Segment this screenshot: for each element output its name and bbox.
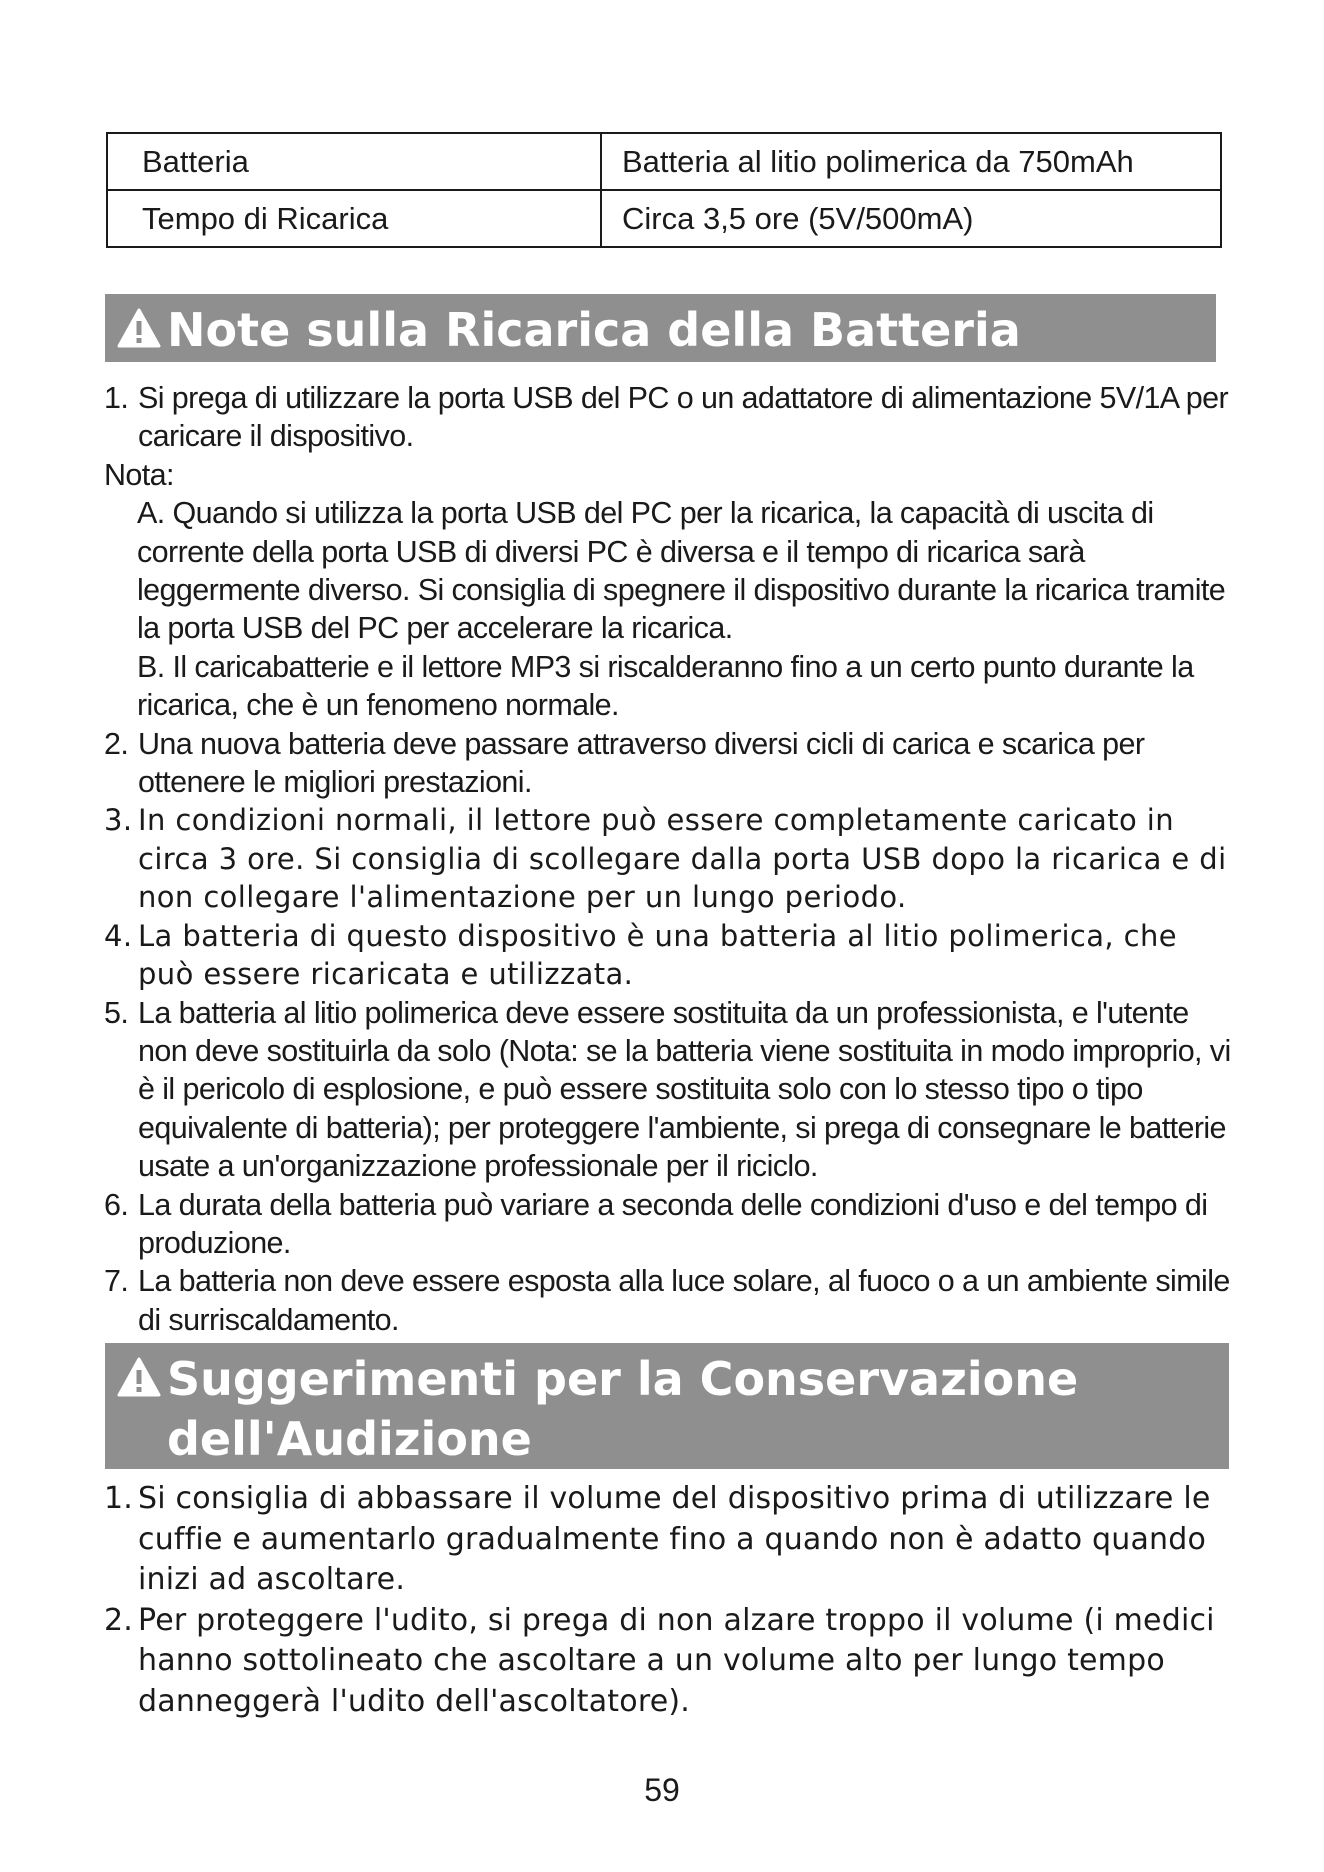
nota-label: Nota: [104,457,174,492]
table-row [107,190,1221,247]
warning-icon [117,308,161,348]
item-number: 4. [104,918,133,953]
spec-label: Batteria [107,133,601,190]
list-item [104,917,1234,994]
item-text: Per proteggere l'udito, si prega di non alzare troppo il volume (i medici hanno sottolineato che ascoltare a un volume alto per lungo tempo danneggerà l'udito dell'ascoltatore). [138,1602,1215,1719]
section-heading-hearing [105,1343,1229,1469]
spec-table [106,132,1222,248]
item-number: 2. [104,1602,134,1638]
item-text: La batteria non deve essere esposta alla luce solare, al fuoco o a un ambiente simile di surriscaldamento. [138,1264,1230,1337]
item-number: 7. [104,1264,129,1299]
page-number: 59 [644,1772,680,1808]
nota-b: B. Il caricabatterie e il lettore MP3 si riscalderanno fino a un certo punto durante la ricarica, che è un fenomeno normale. [137,649,1194,723]
item-text: La durata della batteria può variare a seconda delle condizioni d'uso e del tempo di produzione. [138,1187,1208,1260]
list-item [104,1262,1234,1339]
section-title: Suggerimenti per la Conservazione [167,1352,1079,1406]
warning-icon [117,1357,161,1397]
spec-label: Tempo di Ricarica [107,190,601,247]
item-number: 3. [104,803,133,838]
section-title-line2: dell'Audizione [167,1412,532,1466]
section-title: Note sulla Ricarica della Batteria [167,303,1021,357]
spec-value: Circa 3,5 ore (5V/500mA) [601,190,1221,247]
item-text: Si consiglia di abbassare il volume del dispositivo prima di utilizzare le cuffie e aumentarlo gradualmente fino a quando non è adatto quando inizi ad ascoltare. [138,1481,1211,1597]
item-text: La batteria al litio polimerica deve essere sostituita da un professionista, e l'utente non deve sostituirla da solo (Nota: se la batteria viene sostituita in modo improprio, vi è il pericolo di esplosione, e può essere sostituita solo con lo stesso tipo o tipo equivalente di batteria); per proteggere l'ambiente, si prega di consegnare le batterie usate a un'organizzazione professionale per il riciclo. [138,995,1231,1184]
item-number: 1. [104,1481,134,1516]
charging-notes [104,379,1234,1339]
item-text: In condizioni normali, il lettore può essere completamente caricato in circa 3 ore. Si consiglia di scollegare dalla porta USB dopo la ricarica e di non collegare l'alimentazione per un lungo periodo. [138,803,1227,915]
item-number: 5. [104,995,129,1030]
spec-value: Batteria al litio polimerica da 750mAh [601,133,1221,190]
section-heading-charging [105,294,1216,362]
item-text: Una nuova batteria deve passare attraverso diversi cicli di carica e scarica per ottenere le migliori prestazioni. [138,726,1145,800]
list-item [104,994,1234,1186]
item-number: 6. [104,1187,129,1222]
list-item [104,1186,1234,1263]
hearing-tips [104,1479,1234,1722]
list-item [104,801,1234,916]
item-number: 2. [104,726,129,761]
nota-a: A. Quando si utilizza la porta USB del PC per la ricarica, la capacità di uscita di corrente della porta USB di diversi PC è diversa e il tempo di ricarica sarà leggermente diverso. Si consiglia di spegnere il dispositivo durante la ricarica tramite la porta USB del PC per accelerare la ricarica. [137,496,1226,646]
list-item [104,1479,1234,1601]
item-text: La batteria di questo dispositivo è una batteria al litio polimerica, che può essere ricaricata e utilizzata. [138,918,1178,992]
list-item [104,1601,1234,1723]
table-row [107,133,1221,190]
list-item [104,379,1234,456]
item-text: Si prega di utilizzare la porta USB del PC o un adattatore di alimentazione 5V/1A per caricare il dispositivo. [138,381,1229,454]
list-item [104,725,1234,802]
item-number: 1. [104,381,129,415]
